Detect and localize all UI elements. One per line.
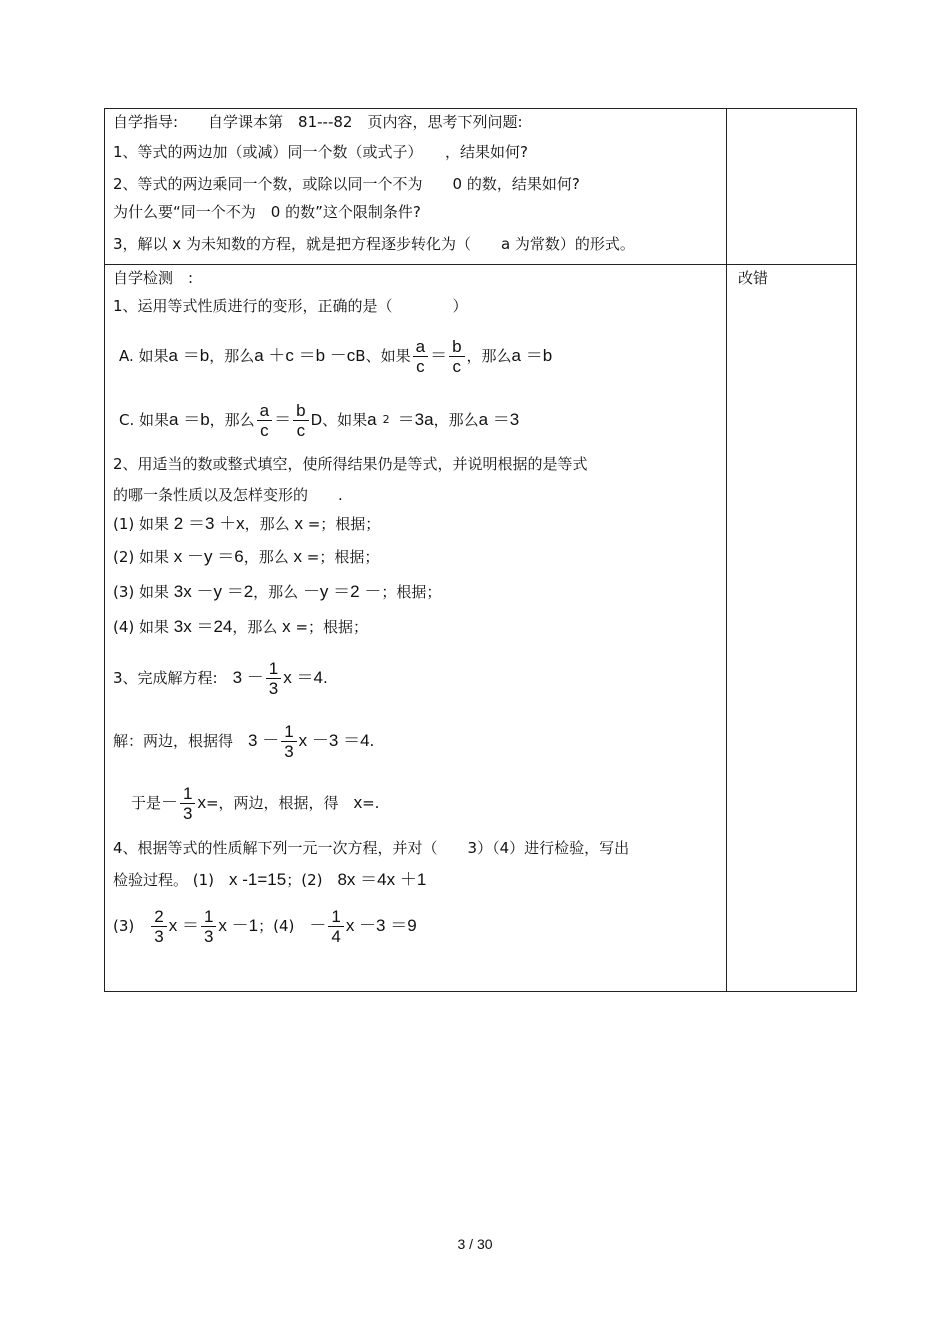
- fraction: [266, 659, 281, 698]
- item-prefix: (2) 如果: [113, 548, 174, 566]
- fraction: [201, 907, 216, 946]
- item-variable: x: [282, 617, 291, 636]
- column-divider: [726, 109, 727, 991]
- option-d-condition: ＝3a: [397, 410, 434, 429]
- question-3: [113, 653, 328, 703]
- denominator: c: [413, 356, 428, 376]
- separator: ；(4): [258, 917, 310, 935]
- question-2-item-4: [113, 618, 368, 636]
- solution-step-2: [131, 778, 379, 828]
- option-c-condition: a ＝b: [169, 410, 210, 429]
- equation-2: 8x ＝4x ＋1: [337, 870, 427, 889]
- equation-1: x -1=15: [229, 870, 287, 889]
- fraction: [257, 401, 272, 440]
- option-b-prefix: B、如果: [355, 347, 411, 365]
- fraction: [281, 722, 296, 761]
- numerator: 1: [183, 783, 193, 803]
- equation-left: 3 －: [248, 731, 280, 750]
- option-b-then: ，那么: [466, 347, 512, 365]
- option-a-condition: a ＝b: [168, 346, 210, 365]
- numerator: a: [415, 336, 426, 356]
- guide-line-4: 3，解以 x 为未知数的方程，就是把方程逐步转化为（ a 为常数）的形式。: [113, 235, 635, 253]
- option-d-then: ，那么: [433, 411, 479, 429]
- correction-label: 改错: [738, 269, 769, 287]
- denominator: 4: [328, 926, 343, 946]
- item-prefix: (4) 如果: [113, 618, 174, 636]
- denominator: 3: [180, 803, 195, 823]
- equation-part: x －1: [218, 916, 259, 935]
- item-equation: 2 ＝3 ＋x: [173, 514, 245, 533]
- numerator: a: [259, 400, 270, 420]
- equation-right: x ＝4: [283, 668, 323, 687]
- option-b-result: a ＝b: [511, 346, 553, 365]
- separator: ；(2): [286, 871, 338, 889]
- question-4-line-3: [113, 901, 417, 951]
- guide-line-3: 为什么要“同一个不为 0 的数”这个限制条件?: [113, 203, 421, 221]
- item-tail: =；根据；: [301, 548, 380, 566]
- denominator: 3: [201, 926, 216, 946]
- equation-left: 3 －: [232, 668, 264, 687]
- item-then: ，那么: [244, 515, 295, 533]
- so-end: =.: [362, 794, 380, 812]
- fraction: [449, 337, 464, 376]
- guide-line-1: 1、等式的两边加（或减）同一个数（或式子） ，结果如何?: [113, 143, 529, 161]
- item-variable: x: [293, 547, 302, 566]
- guide-line-2: 2、等式的两边乘同一个数，或除以同一个不为 0 的数，结果如何?: [113, 175, 580, 193]
- numerator: 1: [284, 721, 294, 741]
- option-a-prefix: A. 如果: [119, 347, 169, 365]
- item-then: ，那么: [243, 548, 294, 566]
- so-rest: =，两边，根据，得: [205, 794, 354, 812]
- denominator: 3: [151, 926, 166, 946]
- option-a-result: a ＋c ＝b －c: [254, 346, 356, 365]
- question-4-line-2: [113, 871, 426, 889]
- item-tail: =；根据；: [290, 618, 369, 636]
- variable: x: [353, 793, 363, 812]
- item-3-label: (3): [113, 917, 150, 935]
- option-c-prefix: C. 如果: [119, 411, 170, 429]
- fraction: [180, 784, 195, 823]
- period: .: [369, 732, 375, 750]
- numerator: 1: [268, 658, 279, 678]
- question-1-options-cd: [119, 395, 519, 445]
- numerator: b: [296, 400, 306, 420]
- item-prefix: (1) 如果: [113, 515, 174, 533]
- fraction: [413, 337, 428, 376]
- variable: x: [197, 793, 206, 812]
- period: .: [322, 669, 328, 687]
- equation-part: x －3 ＝9: [345, 916, 417, 935]
- option-d-exponent: 2: [382, 413, 390, 426]
- question-2-item-1: [113, 515, 380, 533]
- line-prefix: 检验过程。 (1): [113, 871, 230, 889]
- question-3-label: 3、完成解方程:: [113, 669, 233, 687]
- item-tail: ；根据；: [381, 583, 442, 601]
- guide-line-0: 自学指导: 自学课本第 81---82 页内容，思考下列问题:: [113, 113, 523, 131]
- minus-sign: －: [161, 793, 179, 812]
- solution-label: 解：两边，根据得: [113, 732, 249, 750]
- page-number: 3 / 30: [457, 1236, 493, 1252]
- question-2-line-1: 2、用适当的数或整式填空，使所得结果仍是等式，并说明根据的是等式: [113, 455, 588, 473]
- option-c-then: ，那么: [209, 411, 255, 429]
- item-equation: 3x ＝24: [173, 617, 233, 636]
- item-then: ，那么: [253, 583, 303, 601]
- item-result: －y ＝2 －: [302, 582, 382, 601]
- study-table: [104, 108, 857, 992]
- denominator: 3: [281, 741, 296, 761]
- question-2-line-2: 的哪一条性质以及怎样变形的 .: [113, 486, 343, 504]
- question-1: 1、运用等式性质进行的变形，正确的是（ ）: [113, 297, 468, 315]
- item-then: ，那么: [232, 618, 283, 636]
- item-tail: =；根据；: [302, 515, 381, 533]
- denominator: c: [449, 356, 464, 376]
- item-equation: 3x －y ＝2: [173, 582, 254, 601]
- fraction: [328, 907, 343, 946]
- denominator: c: [293, 420, 308, 440]
- denominator: c: [257, 420, 272, 440]
- question-2-item-3: [113, 583, 441, 601]
- fraction: [293, 401, 308, 440]
- equals-sign: ＝: [430, 346, 448, 365]
- check-title: 自学检测 :: [113, 269, 194, 287]
- item-prefix: (3) 如果: [113, 583, 174, 601]
- numerator: b: [452, 336, 462, 356]
- fraction: [151, 907, 166, 946]
- question-1-options-ab: [119, 331, 552, 381]
- question-4-line-1: 4、根据等式的性质解下列一元一次方程，并对（ 3）（4）进行检验，写出: [113, 839, 630, 857]
- question-2-item-2: [113, 548, 379, 566]
- denominator: 3: [266, 678, 281, 698]
- option-d-base: a: [367, 410, 377, 429]
- equals-sign: ＝: [274, 410, 292, 429]
- equation-right: x －3 ＝4: [298, 731, 370, 750]
- solution-step-1: [113, 716, 374, 766]
- option-d-prefix: D、如果: [310, 411, 368, 429]
- item-variable: x: [294, 514, 303, 533]
- equation-part: x ＝: [168, 916, 199, 935]
- minus-sign: －: [309, 916, 327, 935]
- option-a-then: ，那么: [209, 347, 255, 365]
- option-d-result: a ＝3: [478, 410, 520, 429]
- numerator: 1: [203, 906, 214, 926]
- numerator: 1: [331, 906, 341, 926]
- row-divider: [105, 264, 856, 265]
- item-equation: x －y ＝6: [173, 547, 244, 566]
- so-label: 于是: [131, 794, 162, 812]
- numerator: 2: [154, 906, 164, 926]
